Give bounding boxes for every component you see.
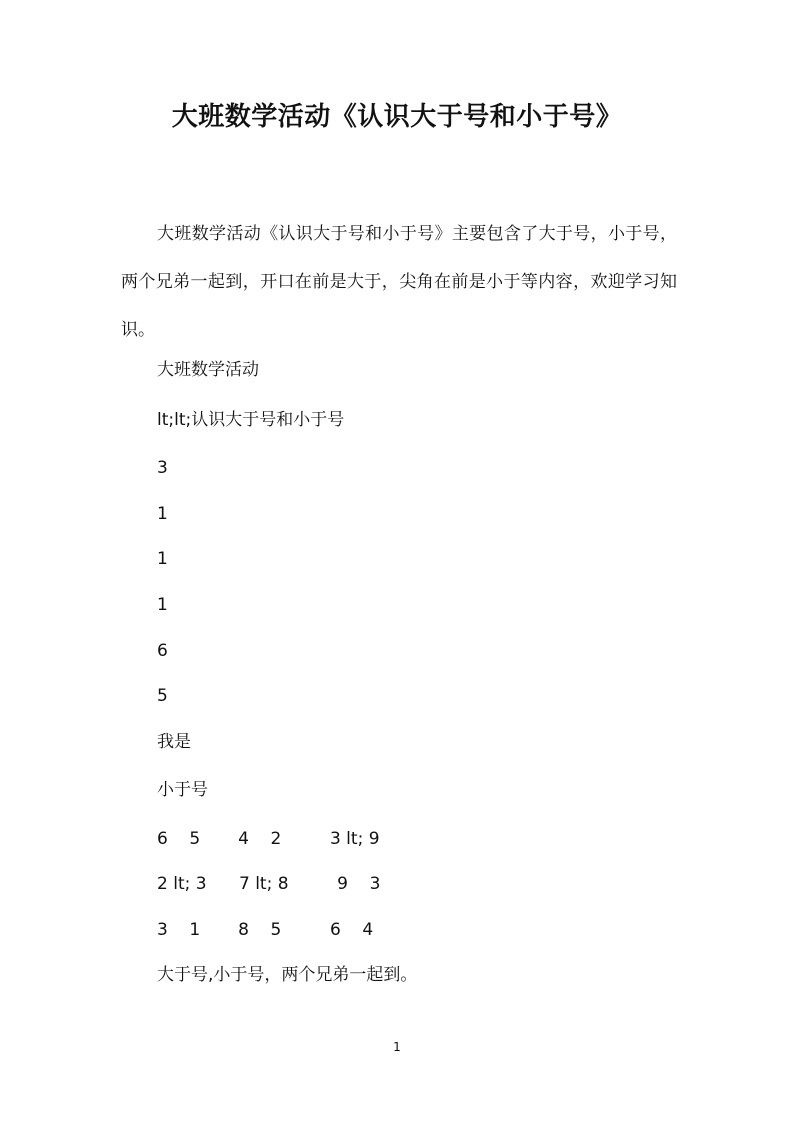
- text-line: 5: [157, 686, 168, 706]
- page-number: 1: [393, 1040, 401, 1054]
- text-line: lt;lt;认识大于号和小于号: [157, 410, 345, 430]
- text-line: 3: [157, 458, 168, 478]
- text-line: 1: [157, 549, 168, 569]
- text-line: 大班数学活动: [157, 360, 259, 380]
- text-line: 我是: [157, 732, 191, 752]
- text-line: 1: [157, 595, 168, 615]
- text-line: 6: [157, 641, 168, 661]
- document-title: 大班数学活动《认识大于号和小于号》: [171, 102, 623, 132]
- text-line: 6 5 4 2 3 lt; 9: [157, 829, 380, 849]
- text-line: 1: [157, 504, 168, 524]
- intro-paragraph: 大班数学活动《认识大于号和小于号》主要包含了大于号，小于号，两个兄弟一起到，开口在前是大于，尖角在前是小于等内容，欢迎学习知识。: [121, 224, 677, 340]
- text-line: 2 lt; 3 7 lt; 8 9 3: [157, 874, 381, 894]
- text-line: 3 1 8 5 6 4: [157, 920, 374, 940]
- text-line: 小于号: [157, 780, 208, 800]
- text-line: 大于号,小于号，两个兄弟一起到。: [157, 965, 418, 985]
